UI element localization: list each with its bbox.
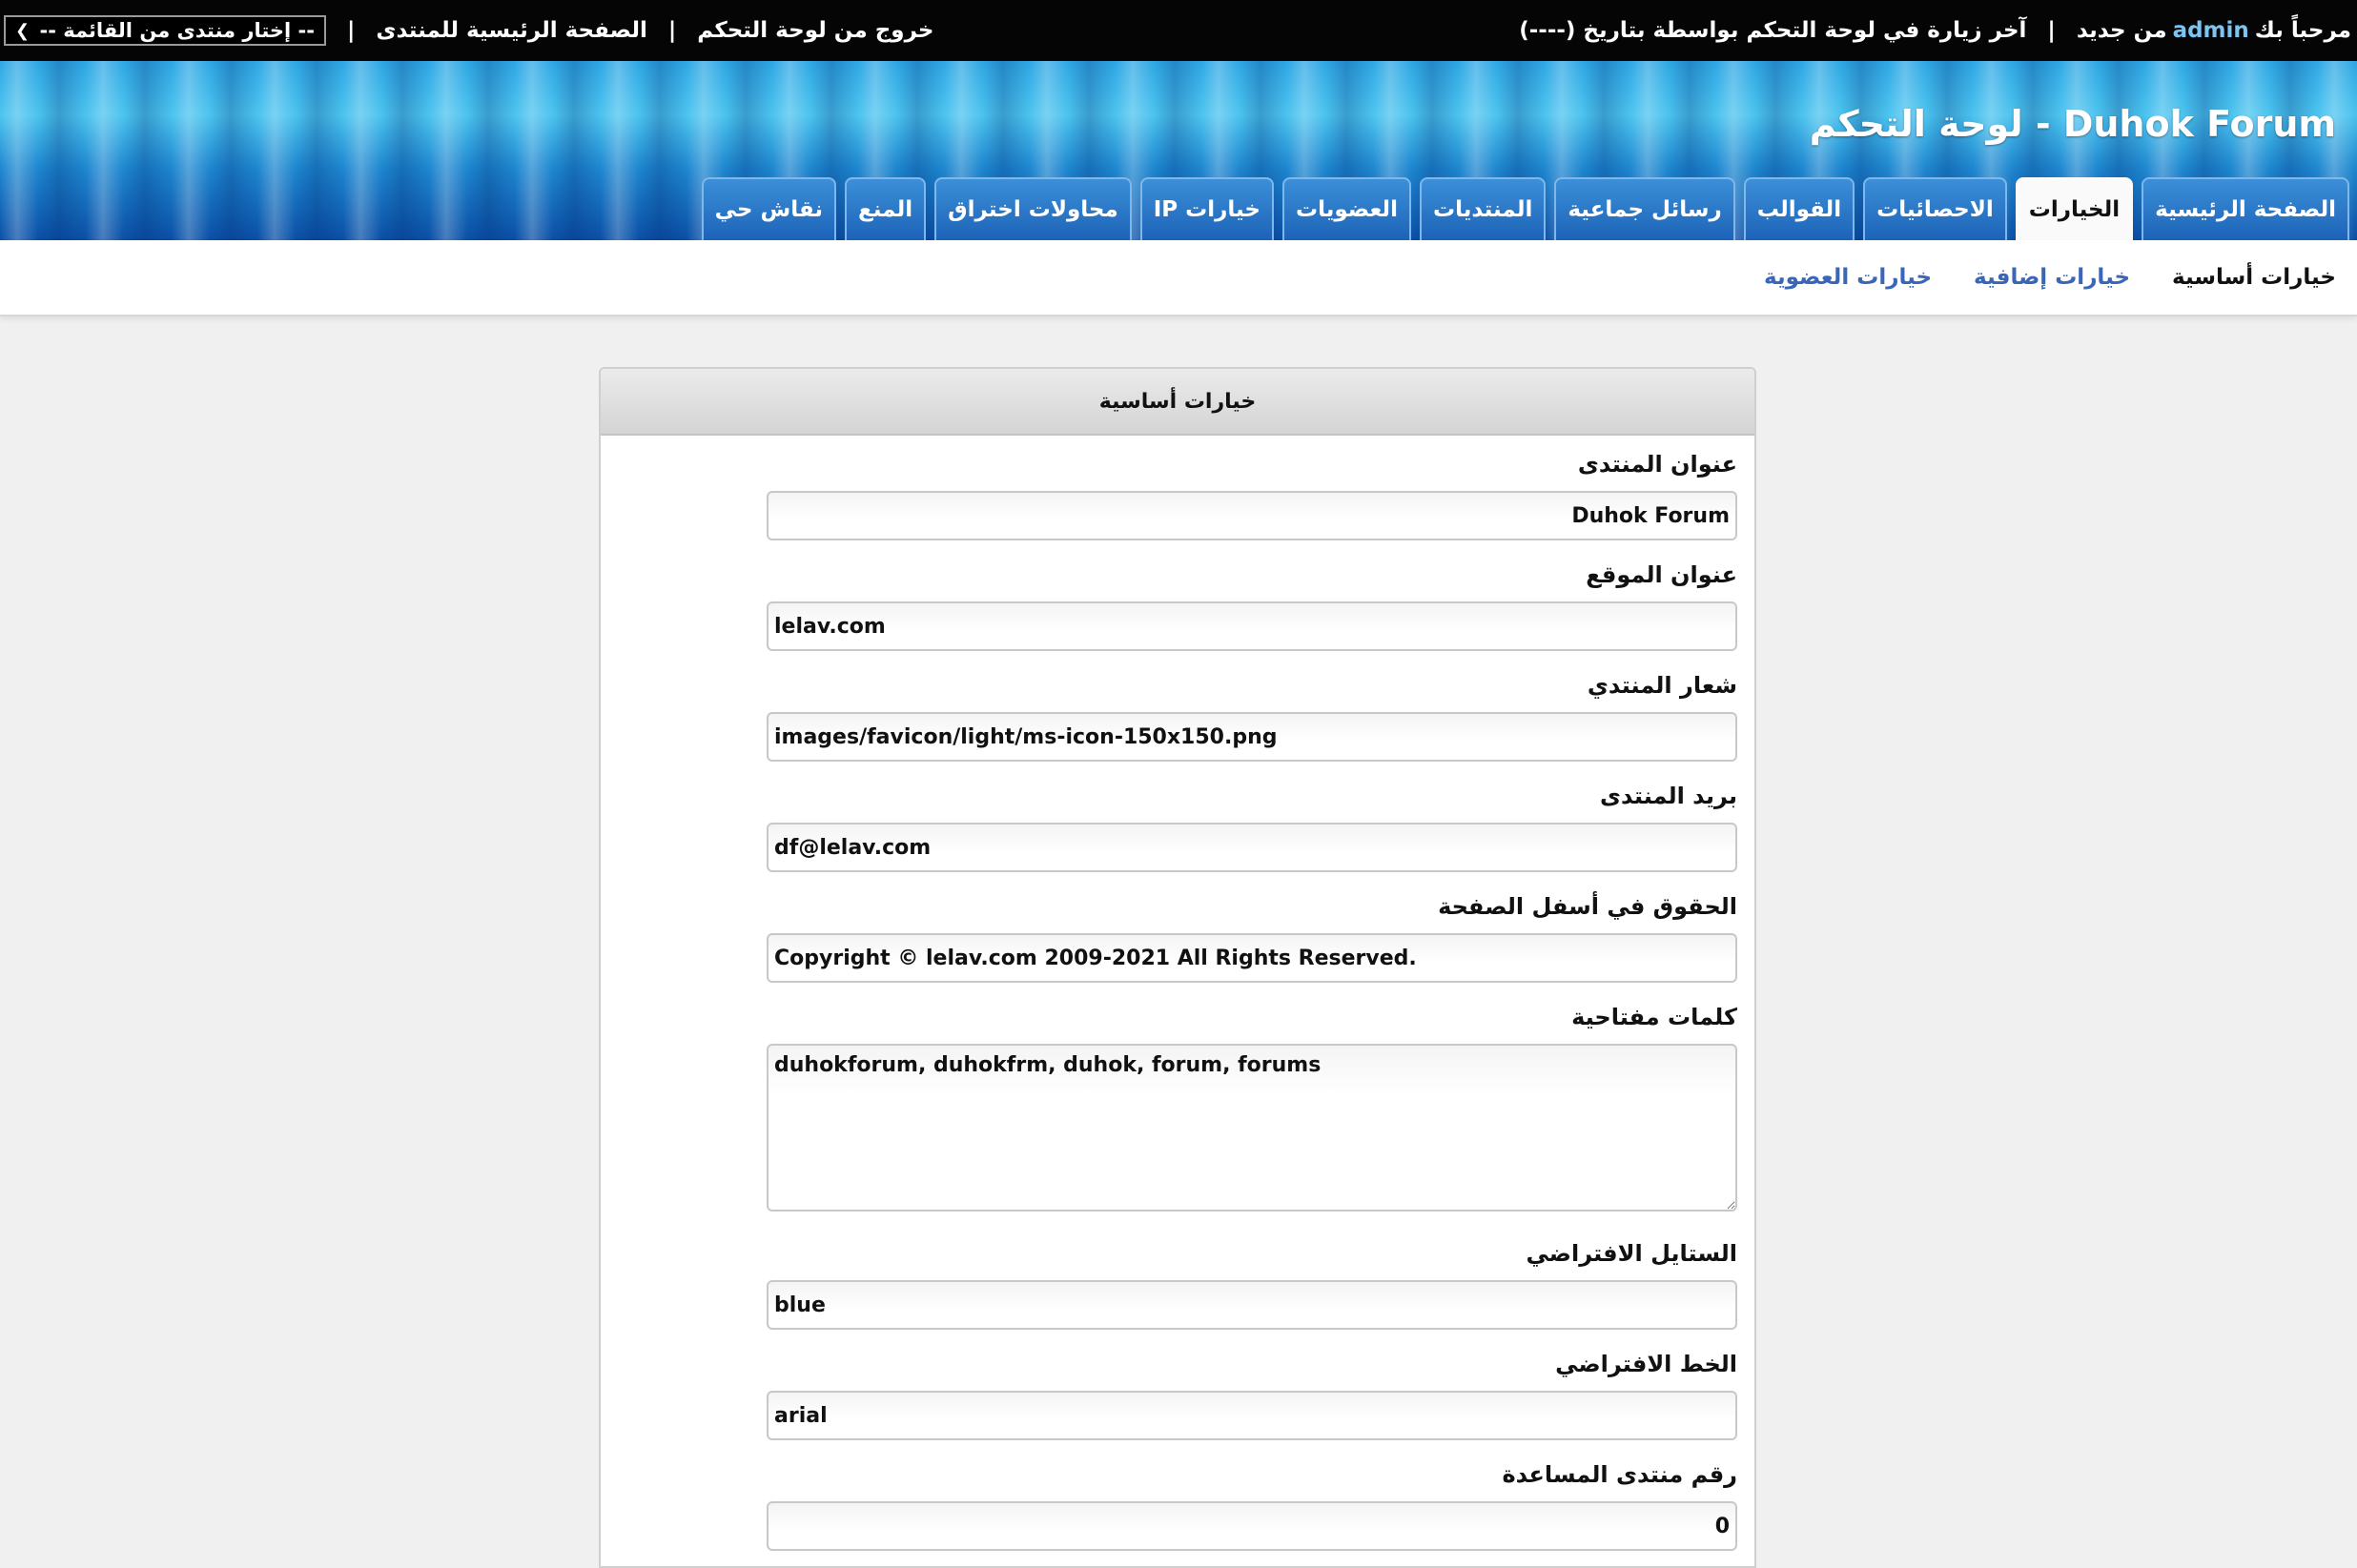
welcome-prefix: مرحباً بك <box>2254 18 2351 43</box>
default-style-input[interactable] <box>767 1280 1737 1330</box>
default-font-input[interactable] <box>767 1391 1737 1440</box>
forum-select-value: -- إختار منتدى من القائمة -- <box>39 19 315 42</box>
top-bar <box>0 0 2357 61</box>
top-bar-right <box>1519 18 2351 43</box>
field-label: شعار المنتدي <box>1587 672 1737 699</box>
tab-ip-options[interactable]: خيارات IP <box>1140 177 1274 240</box>
header-banner <box>0 61 2357 240</box>
tab-live-chat[interactable]: نقاش حي <box>702 177 836 240</box>
field-label: الخط الافتراضي <box>1555 1351 1737 1377</box>
chevron-down-icon: ❯ <box>15 20 31 41</box>
options-panel <box>599 367 1756 1568</box>
field-label: بريد المنتدى <box>1600 783 1737 809</box>
subnav-basic-options[interactable]: خيارات أساسية <box>2172 265 2336 290</box>
tab-mass-messages[interactable]: رسائل جماعية <box>1554 177 1734 240</box>
forum-logo-input[interactable] <box>767 712 1737 762</box>
field-label: كلمات مفتاحية <box>1571 1004 1737 1030</box>
main-tabs <box>702 175 2349 240</box>
forum-select-dropdown[interactable] <box>4 15 326 46</box>
admin-username-link[interactable]: admin <box>2172 18 2249 43</box>
forum-email-input[interactable] <box>767 823 1737 872</box>
footer-copyright-input[interactable] <box>767 933 1737 983</box>
welcome-suffix: من جديد <box>2076 18 2167 43</box>
tab-hack-attempts[interactable]: محاولات اختراق <box>934 177 1132 240</box>
forum-home-link[interactable]: الصفحة الرئيسية للمنتدى <box>376 18 647 43</box>
panel-title: خيارات أساسية <box>601 369 1754 436</box>
tab-forums[interactable]: المنتديات <box>1420 177 1546 240</box>
field-label: عنوان الموقع <box>1586 561 1737 588</box>
sub-nav <box>0 240 2357 316</box>
tab-home[interactable]: الصفحة الرئيسية <box>2142 177 2349 240</box>
logout-link[interactable]: خروج من لوحة التحكم <box>697 18 934 43</box>
field-label: الستايل الافتراضي <box>1526 1240 1737 1267</box>
subnav-extra-options[interactable]: خيارات إضافية <box>1974 265 2131 290</box>
field-label: الحقوق في أسفل الصفحة <box>1438 893 1737 920</box>
help-forum-id-input[interactable] <box>767 1501 1737 1551</box>
keywords-textarea[interactable] <box>767 1044 1737 1212</box>
forum-title-input[interactable] <box>767 491 1737 540</box>
subnav-membership-options[interactable]: خيارات العضوية <box>1764 265 1933 290</box>
separator: | <box>667 18 677 43</box>
field-label: رقم منتدى المساعدة <box>1502 1461 1737 1488</box>
last-visit-text: آخر زيارة في لوحة التحكم بواسطة بتاريخ (----) <box>1519 18 2027 43</box>
tab-templates[interactable]: القوالب <box>1744 177 1855 240</box>
top-bar-left <box>4 15 933 46</box>
site-url-input[interactable] <box>767 601 1737 651</box>
separator: | <box>347 18 356 43</box>
tab-options[interactable]: الخيارات <box>2016 177 2133 240</box>
tab-bans[interactable]: المنع <box>845 177 926 240</box>
tab-statistics[interactable]: الاحصائيات <box>1863 177 2007 240</box>
page-title: Duhok Forum - لوحة التحكم <box>1809 103 2336 145</box>
tab-memberships[interactable]: العضويات <box>1282 177 1411 240</box>
field-label: عنوان المنتدى <box>1577 451 1737 478</box>
separator: | <box>2047 18 2056 43</box>
